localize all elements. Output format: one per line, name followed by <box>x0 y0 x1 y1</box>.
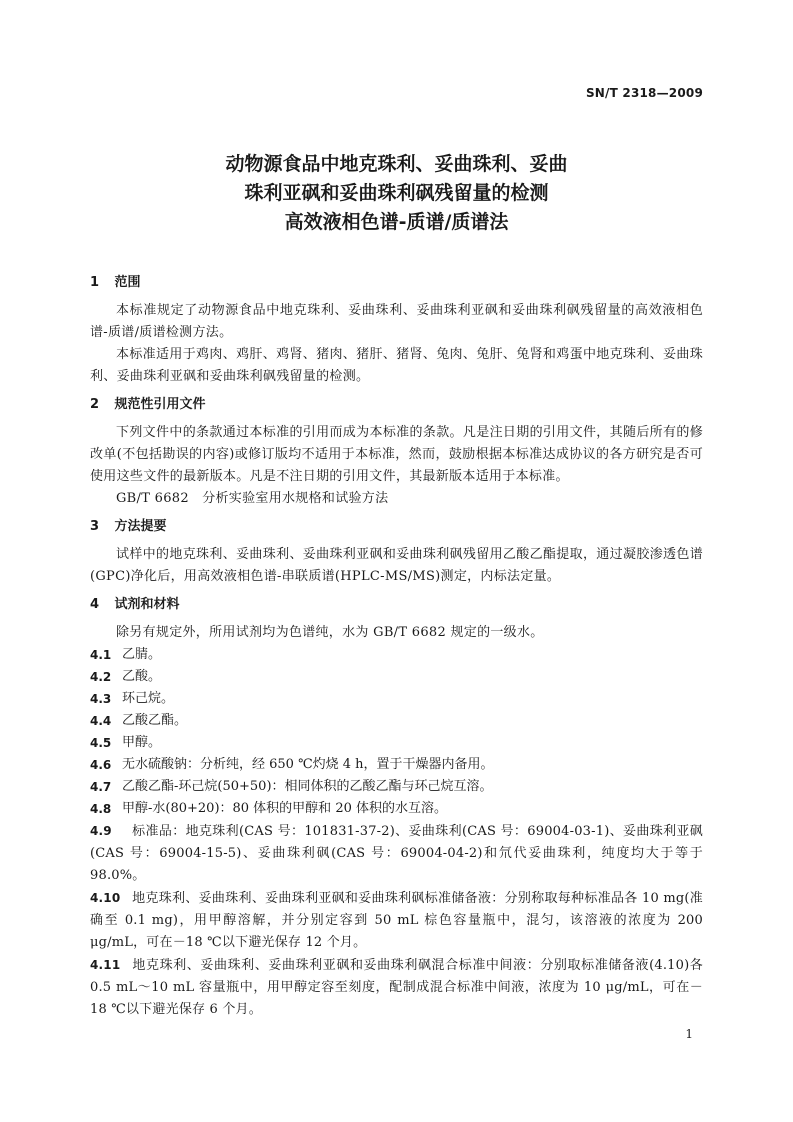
section-number: 1 <box>90 275 100 290</box>
section-3-heading <box>90 516 703 538</box>
item-number: 4.9 <box>90 824 112 838</box>
item-text: 甲醇-水(80+20)：80 体积的甲醇和 20 体积的水互溶。 <box>122 801 447 816</box>
normative-reference: GB/T 6682 分析实验室用水规格和试验方法 <box>116 491 389 506</box>
list-item <box>90 644 703 666</box>
title-line-3: 高效液相色谱-质谱/质谱法 <box>284 211 509 233</box>
item-text: 环己烷。 <box>122 691 175 706</box>
title-line-2: 珠利亚砜和妥曲珠利砜残留量的检测 <box>244 182 549 204</box>
item-text: 乙腈。 <box>122 647 162 662</box>
item-number: 4.10 <box>90 891 121 905</box>
section-number: 2 <box>90 397 100 412</box>
item-text: 乙酸。 <box>122 669 162 684</box>
item-number: 4.11 <box>90 958 121 972</box>
section-title: 方法提要 <box>114 519 167 534</box>
item-number: 4.6 <box>90 758 112 772</box>
section-title: 试剂和材料 <box>114 597 180 612</box>
paragraph: 本标准适用于鸡肉、鸡肝、鸡肾、猪肉、猪肝、猪肾、兔肉、兔肝、兔肾和鸡蛋中地克珠利、妥曲珠利、妥曲珠利亚砜和妥曲珠利砜残留量的检测。 <box>90 347 703 384</box>
paragraph: 试样中的地克珠利、妥曲珠利、妥曲珠利亚砜和妥曲珠利砜残留用乙酸乙酯提取，通过凝胶渗透色谱(GPC)净化后，用高效液相色谱-串联质谱(HPLC-MS/MS)测定，内标法定量。 <box>90 547 703 584</box>
list-item <box>90 666 703 688</box>
item-number: 4.4 <box>90 714 112 728</box>
title-line-1: 动物源食品中地克珠利、妥曲珠利、妥曲 <box>225 153 568 175</box>
section-1-heading <box>90 272 703 294</box>
list-item <box>90 820 703 887</box>
section-title: 规范性引用文件 <box>114 397 206 412</box>
section-title: 范围 <box>114 275 141 290</box>
list-item <box>90 954 703 1021</box>
standard-number: SN/T 2318—2009 <box>585 86 703 100</box>
item-number: 4.3 <box>90 692 112 706</box>
section-2-heading <box>90 394 703 416</box>
paragraph: 下列文件中的条款通过本标准的引用而成为本标准的条款。凡是注日期的引用文件，其随后所有的修改单(不包括勘误的内容)或修订版均不适用于本标准，然而，鼓励根据本标准达成协议的各方研究是否可使用这些文件的最新版本。凡是不注日期的引用文件，其最新版本适用于本标准。 <box>90 425 703 484</box>
item-text: 无水硫酸钠：分析纯，经 650 ℃灼烧 4 h，置于干燥器内备用。 <box>122 757 494 772</box>
section-number: 4 <box>90 597 100 612</box>
item-text: 地克珠利、妥曲珠利、妥曲珠利亚砜和妥曲珠利砜标准储备液：分别称取每种标准品各 10 mg(准确至 0.1 mg)，用甲醇溶解，并分别定容到 50 mL 棕色容量瓶中，混匀，该溶液的浓度为 200 μg/mL，可在－18 ℃以下避光保存 12 个月。 <box>90 891 703 950</box>
item-text: 乙酸乙酯。 <box>122 713 188 728</box>
item-text: 甲醇。 <box>122 735 162 750</box>
item-number: 4.8 <box>90 802 112 816</box>
item-number: 4.5 <box>90 736 112 750</box>
item-text: 乙酸乙酯-环己烷(50+50)：相同体积的乙酸乙酯与环己烷互溶。 <box>122 779 493 794</box>
paragraph: 除另有规定外，所用试剂均为色谱纯，水为 GB/T 6682 规定的一级水。 <box>116 625 544 640</box>
page-number: 1 <box>685 1027 693 1041</box>
list-item <box>90 688 703 710</box>
paragraph: 本标准规定了动物源食品中地克珠利、妥曲珠利、妥曲珠利亚砜和妥曲珠利砜残留量的高效液相色谱-质谱/质谱检测方法。 <box>90 303 703 340</box>
document-body <box>90 272 703 1021</box>
list-item <box>90 798 703 820</box>
document-title <box>0 150 793 237</box>
list-item <box>90 887 703 954</box>
list-item <box>90 710 703 732</box>
list-item <box>90 776 703 798</box>
item-text: 标准品：地克珠利(CAS 号：101831-37-2)、妥曲珠利(CAS 号：69004-03-1)、妥曲珠利亚砜(CAS 号：69004-15-5)、妥曲珠利砜(CAS 号：69004-04-2)和氘代妥曲珠利，纯度均大于等于 98.0%。 <box>90 824 703 883</box>
section-4-heading <box>90 594 703 616</box>
list-item <box>90 754 703 776</box>
item-number: 4.2 <box>90 670 112 684</box>
section-number: 3 <box>90 519 100 534</box>
item-text: 地克珠利、妥曲珠利、妥曲珠利亚砜和妥曲珠利砜混合标准中间液：分别取标准储备液(4.10)各 0.5 mL～10 mL 容量瓶中，用甲醇定容至刻度，配制成混合标准中间液，浓度为 10 μg/mL，可在－18 ℃以下避光保存 6 个月。 <box>90 958 703 1017</box>
item-number: 4.7 <box>90 780 112 794</box>
item-number: 4.1 <box>90 648 112 662</box>
list-item <box>90 732 703 754</box>
